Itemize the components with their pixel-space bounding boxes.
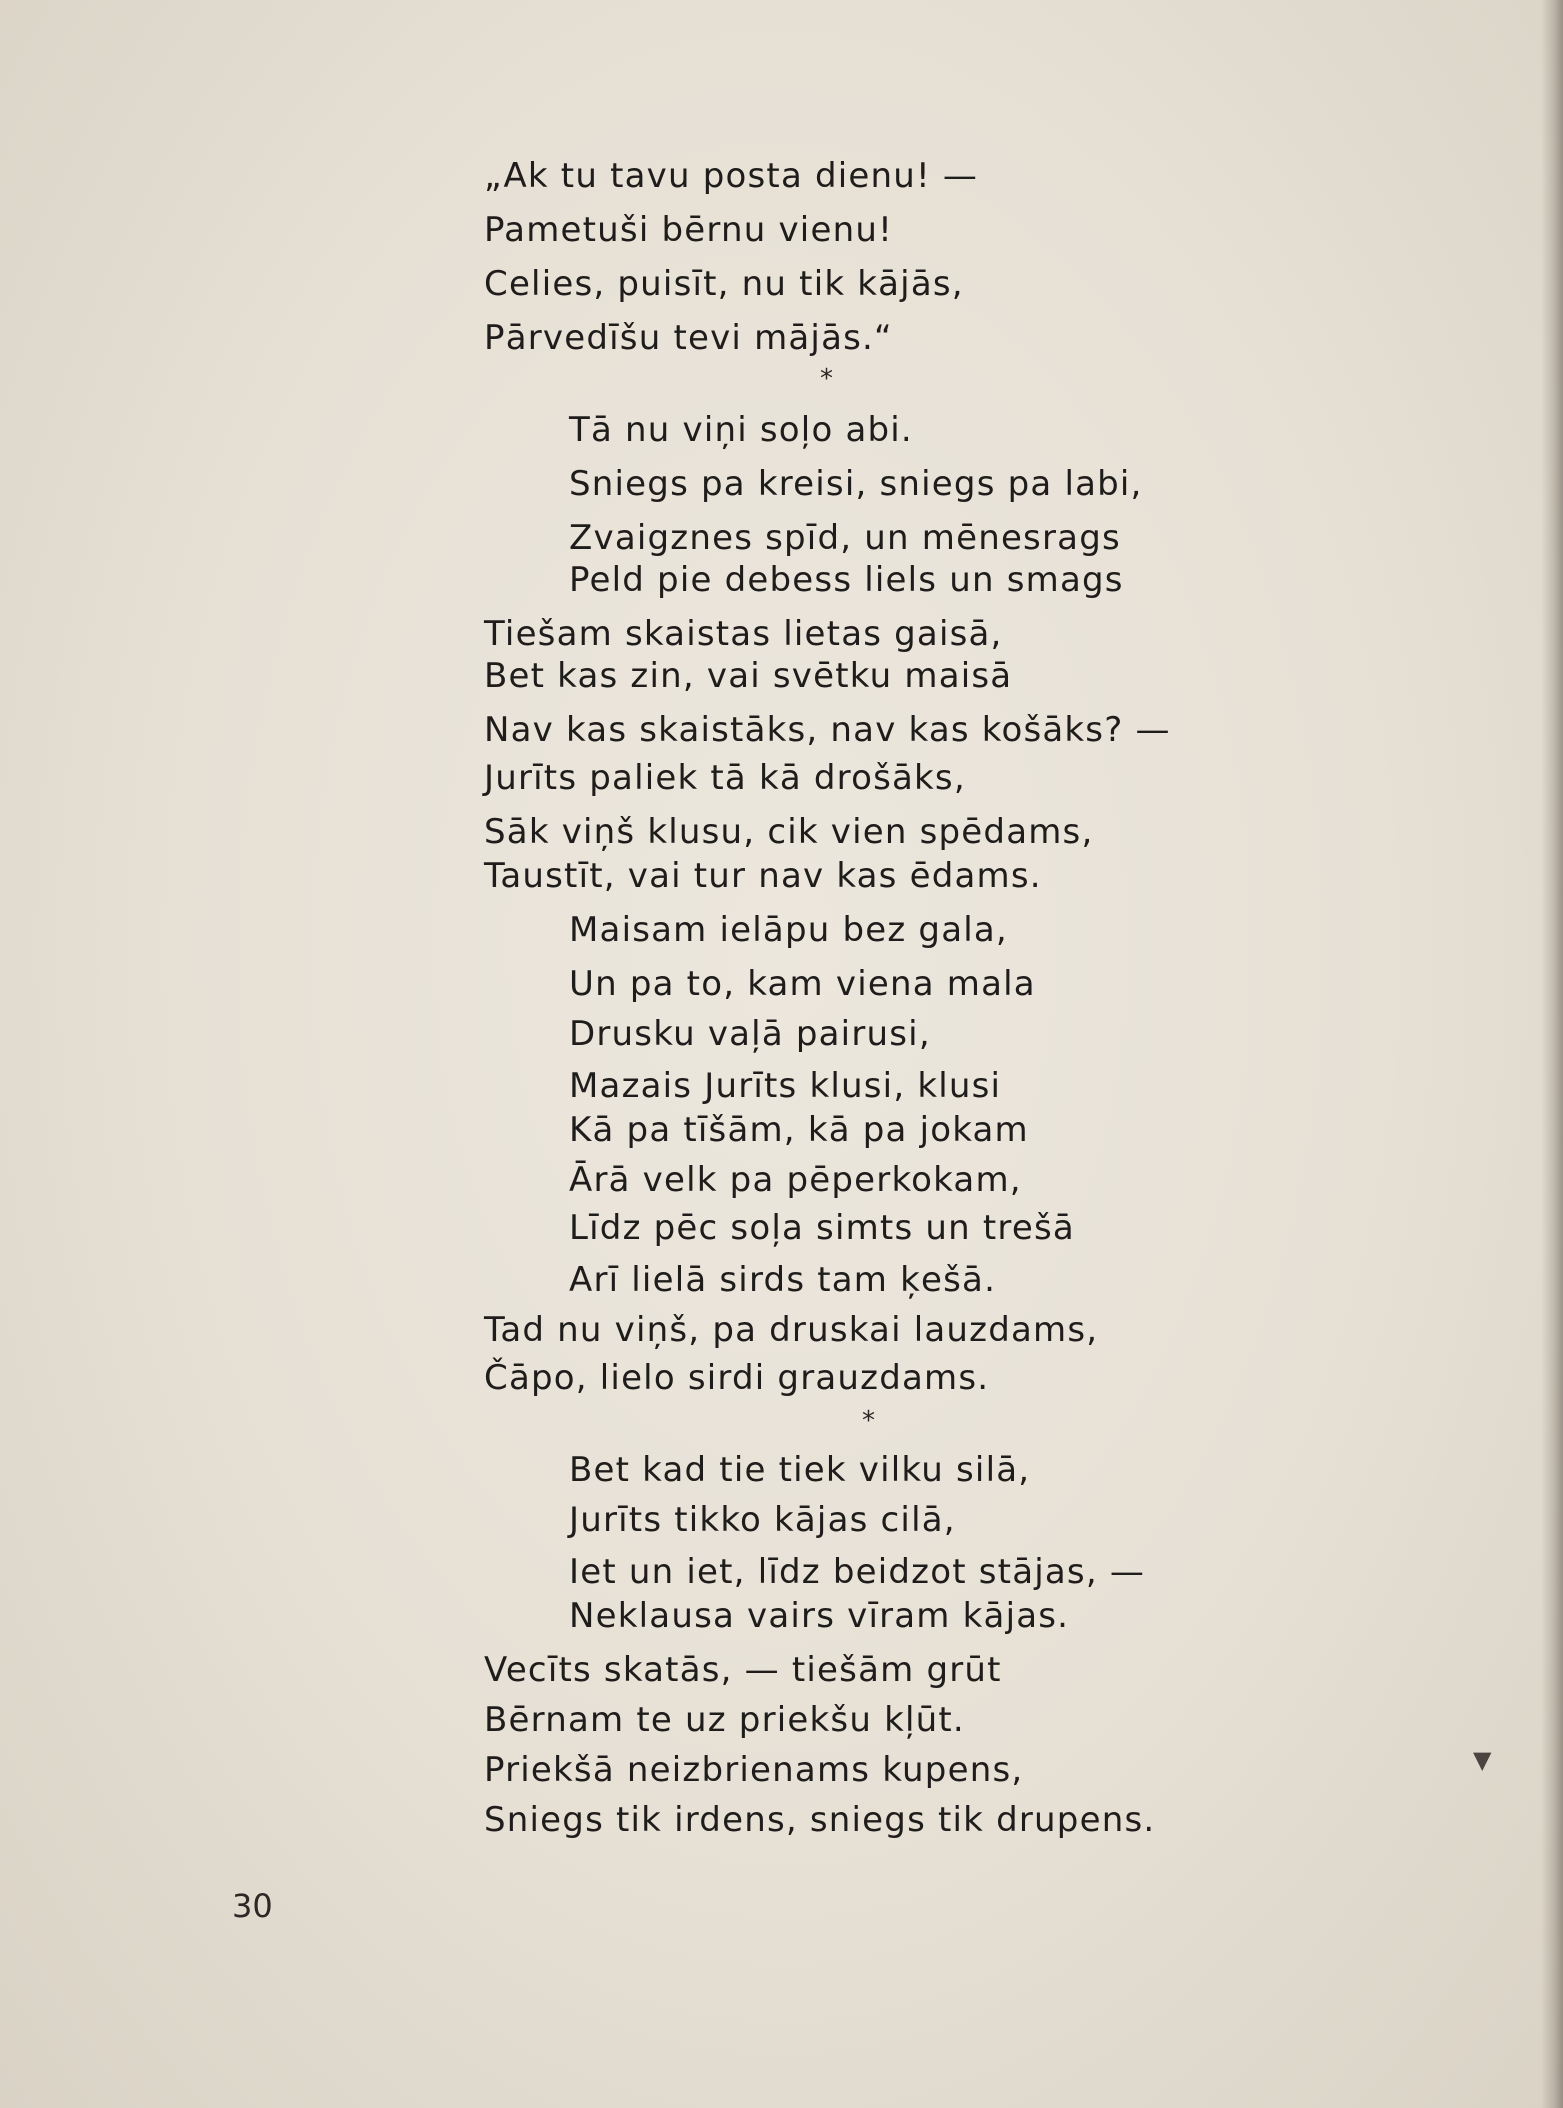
poem-line: Nav kas skaistāks, nav kas košāks? — — [484, 710, 1171, 750]
poem-line: Sniegs tik irdens, sniegs tik drupens. — [484, 1800, 1156, 1840]
poem-line: Peld pie debess liels un smags — [569, 560, 1124, 600]
poem-line: Mazais Jurīts klusi, klusi — [569, 1066, 1002, 1106]
poem-line: Bet kad tie tiek vilku silā, — [569, 1450, 1031, 1490]
poem-line: Līdz pēc soļa simts un trešā — [569, 1208, 1075, 1248]
poem-line: Zvaigznes spīd, un mēnesrags — [569, 518, 1121, 558]
poem-line: Jurīts paliek tā kā drošāks, — [484, 758, 966, 798]
poem-line: Priekšā neizbrienams kupens, — [484, 1750, 1024, 1790]
poem-line: Bet kas zin, vai svētku maisā — [484, 656, 1013, 696]
poem-line: Tiešam skaistas lietas gaisā, — [484, 614, 1003, 654]
poem-line: Sāk viņš klusu, cik vien spēdams, — [484, 812, 1094, 852]
poem-line: Un pa to, kam viena mala — [569, 964, 1036, 1004]
poem-line: Celies, puisīt, nu tik kājās, — [484, 264, 964, 304]
poem-line: Sniegs pa kreisi, sniegs pa labi, — [569, 464, 1143, 504]
poem-line: Tad nu viņš, pa druskai lauzdams, — [484, 1310, 1099, 1350]
poem-line: Arī lielā sirds tam ķešā. — [569, 1260, 997, 1300]
poem-line: Čāpo, lielo sirdi grauzdams. — [484, 1358, 990, 1398]
poem-line: Iet un iet, līdz beidzot stājas, — — [569, 1552, 1146, 1592]
poem-line: Vecīts skatās, — tiešām grūt — [484, 1650, 1002, 1690]
poem-line: Pametuši bērnu vienu! — [484, 210, 893, 250]
poem-line: Ārā velk pa pēperkokam, — [569, 1160, 1022, 1200]
poem-line: Neklausa vairs vīram kājas. — [569, 1596, 1070, 1636]
stanza-separator: * — [820, 364, 833, 394]
page-number: 30 — [232, 1887, 273, 1925]
poem-line: Tā nu viņi soļo abi. — [569, 410, 913, 450]
poem-line: Pārvedīšu tevi mājās.“ — [484, 318, 893, 358]
poem-line: „Ak tu tavu posta dienu! — — [484, 156, 979, 196]
stanza-separator: * — [862, 1406, 875, 1436]
poem-line: Bērnam te uz priekšu kļūt. — [484, 1700, 965, 1740]
poem-line: Maisam ielāpu bez gala, — [569, 910, 1008, 950]
poem-line: Taustīt, vai tur nav kas ēdams. — [484, 856, 1042, 896]
poem-line: Jurīts tikko kājas cilā, — [569, 1500, 956, 1540]
ink-mark: ▼ — [1473, 1746, 1492, 1774]
poem-line: Kā pa tīšām, kā pa jokam — [569, 1110, 1029, 1150]
poem-line: Drusku vaļā pairusi, — [569, 1014, 931, 1054]
